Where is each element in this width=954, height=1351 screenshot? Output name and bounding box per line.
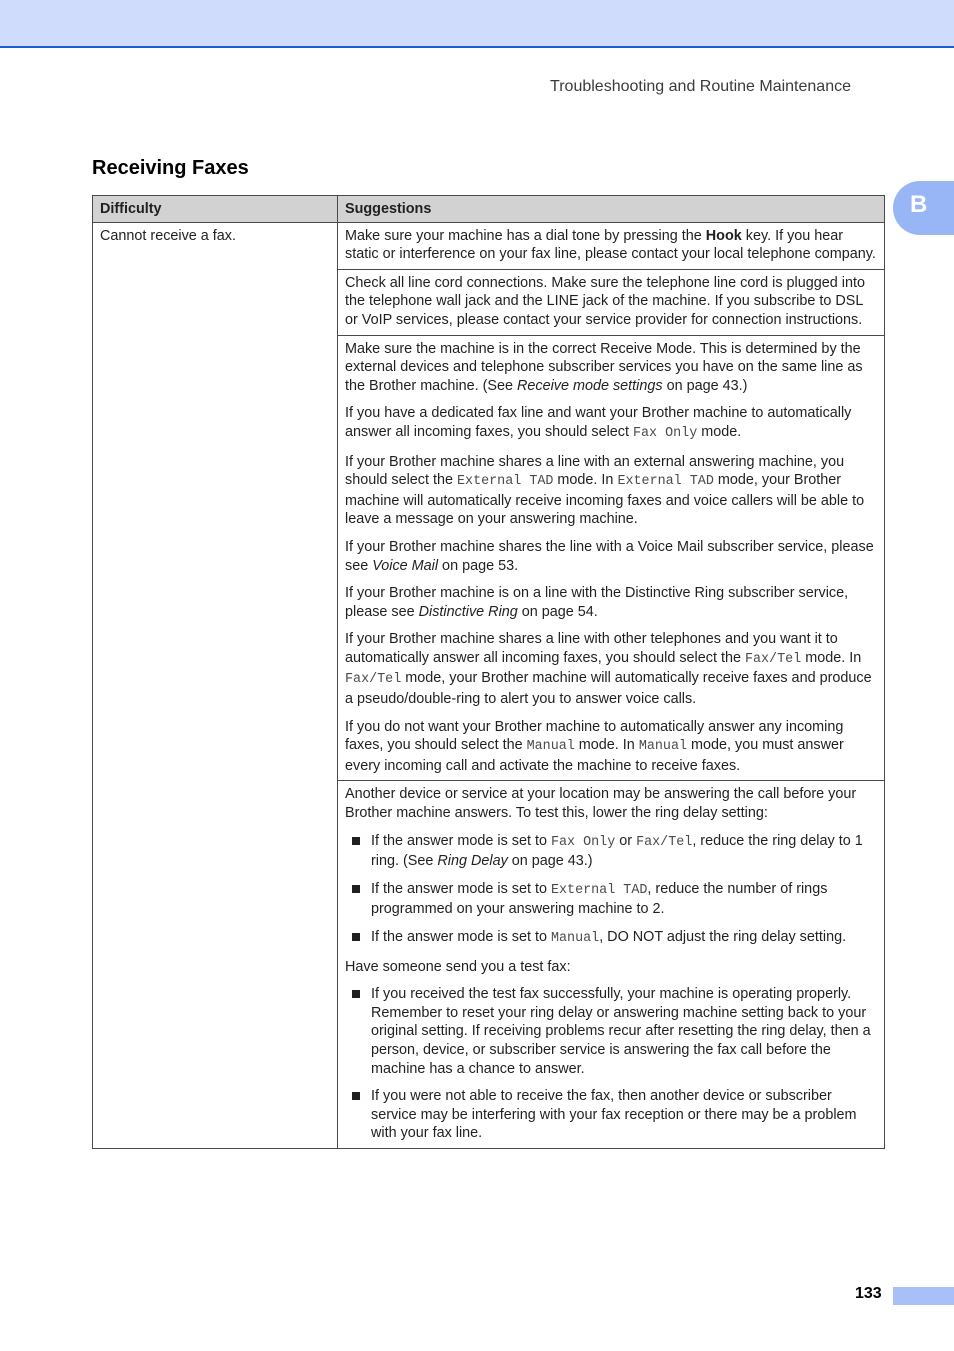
cross-reference: Distinctive Ring <box>418 603 518 620</box>
text: If your Brother machine shares a line with other telephones and you want it to automatically answer all incoming faxes, you should select the <box>345 631 838 666</box>
suggestion-cell-ring-delay <box>338 781 885 1149</box>
text: If your Brother machine is on a line with the Distinctive Ring subscriber service, please see <box>345 585 849 620</box>
paragraph <box>345 584 877 621</box>
column-header-suggestions: Suggestions <box>338 196 885 223</box>
dial-tone-text-2: key. If you hear static or interference on your fax line, please contact your local telephone company. <box>345 227 876 263</box>
text: mode. In <box>801 649 862 666</box>
bullet-item <box>352 880 877 919</box>
paragraph <box>345 718 877 776</box>
difficulty-cell: Cannot receive a fax. <box>93 222 338 1148</box>
dial-tone-text: Make sure your machine has a dial tone by pressing the <box>345 227 706 244</box>
mode-name: Manual <box>550 931 600 946</box>
text: If your Brother machine shares the line with a Voice Mail subscriber service, please see <box>345 538 874 574</box>
bullet-square-icon <box>352 990 360 998</box>
text: , reduce the number of rings programmed on your answering machine to 2. <box>371 880 828 918</box>
text: If you have a dedicated fax line and want your Brother machine to automatically answer all incoming faxes, you should select <box>345 405 852 440</box>
chapter-letter: B <box>910 191 928 218</box>
bullet-item <box>352 1087 877 1143</box>
text: mode, you must answer every incoming call and activate the machine to receive faxes. <box>345 737 844 774</box>
bullet-square-icon <box>352 1092 360 1100</box>
mode-name: External TAD <box>617 474 714 490</box>
text: mode. <box>697 423 742 440</box>
bullet-text: If you were not able to receive the fax, then another device or subscriber service may be interfering with your fax reception or there may be a problem with your fax line. <box>371 1088 857 1142</box>
bullet-text: If you received the test fax successfully, your machine is operating properly. Remember to reset your ring delay or answering machine setting back to your original setting. If receiving problems recur after resetting the ring delay, then a person, device, or subscriber service is answering the fax call before the machine has a chance to answer. <box>371 986 871 1077</box>
top-color-band <box>0 0 954 48</box>
section-title: Receiving Faxes <box>92 157 249 179</box>
paragraph: Another device or service at your location may be answering the call before your Brother machine answers. To test this, lower the ring delay setting: <box>345 786 857 822</box>
paragraph <box>345 538 877 575</box>
text: on page 43.) <box>507 853 593 870</box>
suggestion-cell-line-cord: Check all line cord connections. Make sure the telephone line cord is plugged into the telephone wall jack and the LINE jack of the machine. If you subscribe to DSL or VoIP services, please contact your service provider for connection instructions. <box>338 269 885 335</box>
running-header: Troubleshooting and Routine Maintenance <box>550 78 851 95</box>
mode-name: External TAD <box>550 882 648 898</box>
text: If the answer mode is set to <box>371 832 551 849</box>
paragraph <box>345 453 877 529</box>
bullet-square-icon <box>352 933 360 941</box>
text: on page 53. <box>438 557 519 574</box>
text: If the answer mode is set to <box>371 880 551 897</box>
paragraph <box>345 404 877 443</box>
bullet-square-icon <box>352 837 360 845</box>
table-row <box>93 222 885 269</box>
paragraph: Have someone send you a test fax: <box>345 958 571 975</box>
text: If your Brother machine shares a line with an external answering machine, you should select the <box>345 453 845 489</box>
mode-name: Manual <box>638 739 688 755</box>
mode-name: Fax/Tel <box>744 651 802 667</box>
text: , reduce the ring delay to 1 ring. (See <box>371 832 863 870</box>
bullet-text <box>371 928 877 949</box>
text: mode, your Brother machine will automatically receive faxes and produce a pseudo/double-ring to alert you to answer voice calls. <box>345 670 872 708</box>
suggestion-cell-receive-mode <box>338 335 885 781</box>
mode-name: External TAD <box>457 474 554 490</box>
text: If you do not want your Brother machine to automatically answer any incoming faxes, you should select the <box>345 718 844 754</box>
text: mode. In <box>553 472 618 489</box>
bullet-text <box>371 832 877 871</box>
bullet-text <box>371 880 877 919</box>
suggestion-cell-dial-tone <box>338 222 885 269</box>
bullet-item <box>352 928 877 949</box>
text: mode. In <box>574 737 639 754</box>
cross-reference: Receive mode settings <box>516 377 663 394</box>
table-header-row <box>93 196 885 223</box>
mode-name: Manual <box>526 739 575 755</box>
chapter-tab <box>893 181 954 235</box>
mode-name: Fax/Tel <box>636 834 693 850</box>
page-number-tab <box>893 1287 954 1305</box>
text: on page 43.) <box>662 377 748 394</box>
text: If the answer mode is set to <box>371 929 551 945</box>
paragraph <box>345 340 877 396</box>
hook-key-label: Hook <box>705 227 742 244</box>
paragraph <box>345 630 877 708</box>
text: mode, your Brother machine will automatically receive incoming faxes and voice callers will be able to leave a message on your answering machine. <box>345 472 865 528</box>
mode-name: Fax Only <box>550 834 616 850</box>
bullet-square-icon <box>352 885 360 893</box>
cross-reference: Voice Mail <box>372 557 439 574</box>
text: , DO NOT adjust the ring delay setting. <box>599 929 847 945</box>
text: or <box>615 832 637 849</box>
mode-name: Fax Only <box>632 425 698 441</box>
troubleshooting-table <box>92 195 885 1149</box>
text: Make sure the machine is in the correct Receive Mode. This is determined by the external devices and telephone subscriber services you have on the same line as the Brother machine. (See <box>345 340 863 394</box>
bullet-item <box>352 985 877 1078</box>
text: on page 54. <box>517 603 598 620</box>
cross-reference: Ring Delay <box>437 853 508 870</box>
column-header-difficulty: Difficulty <box>93 196 338 223</box>
page-number: 133 <box>855 1285 882 1302</box>
mode-name: Fax/Tel <box>345 672 402 688</box>
bullet-item <box>352 832 877 871</box>
